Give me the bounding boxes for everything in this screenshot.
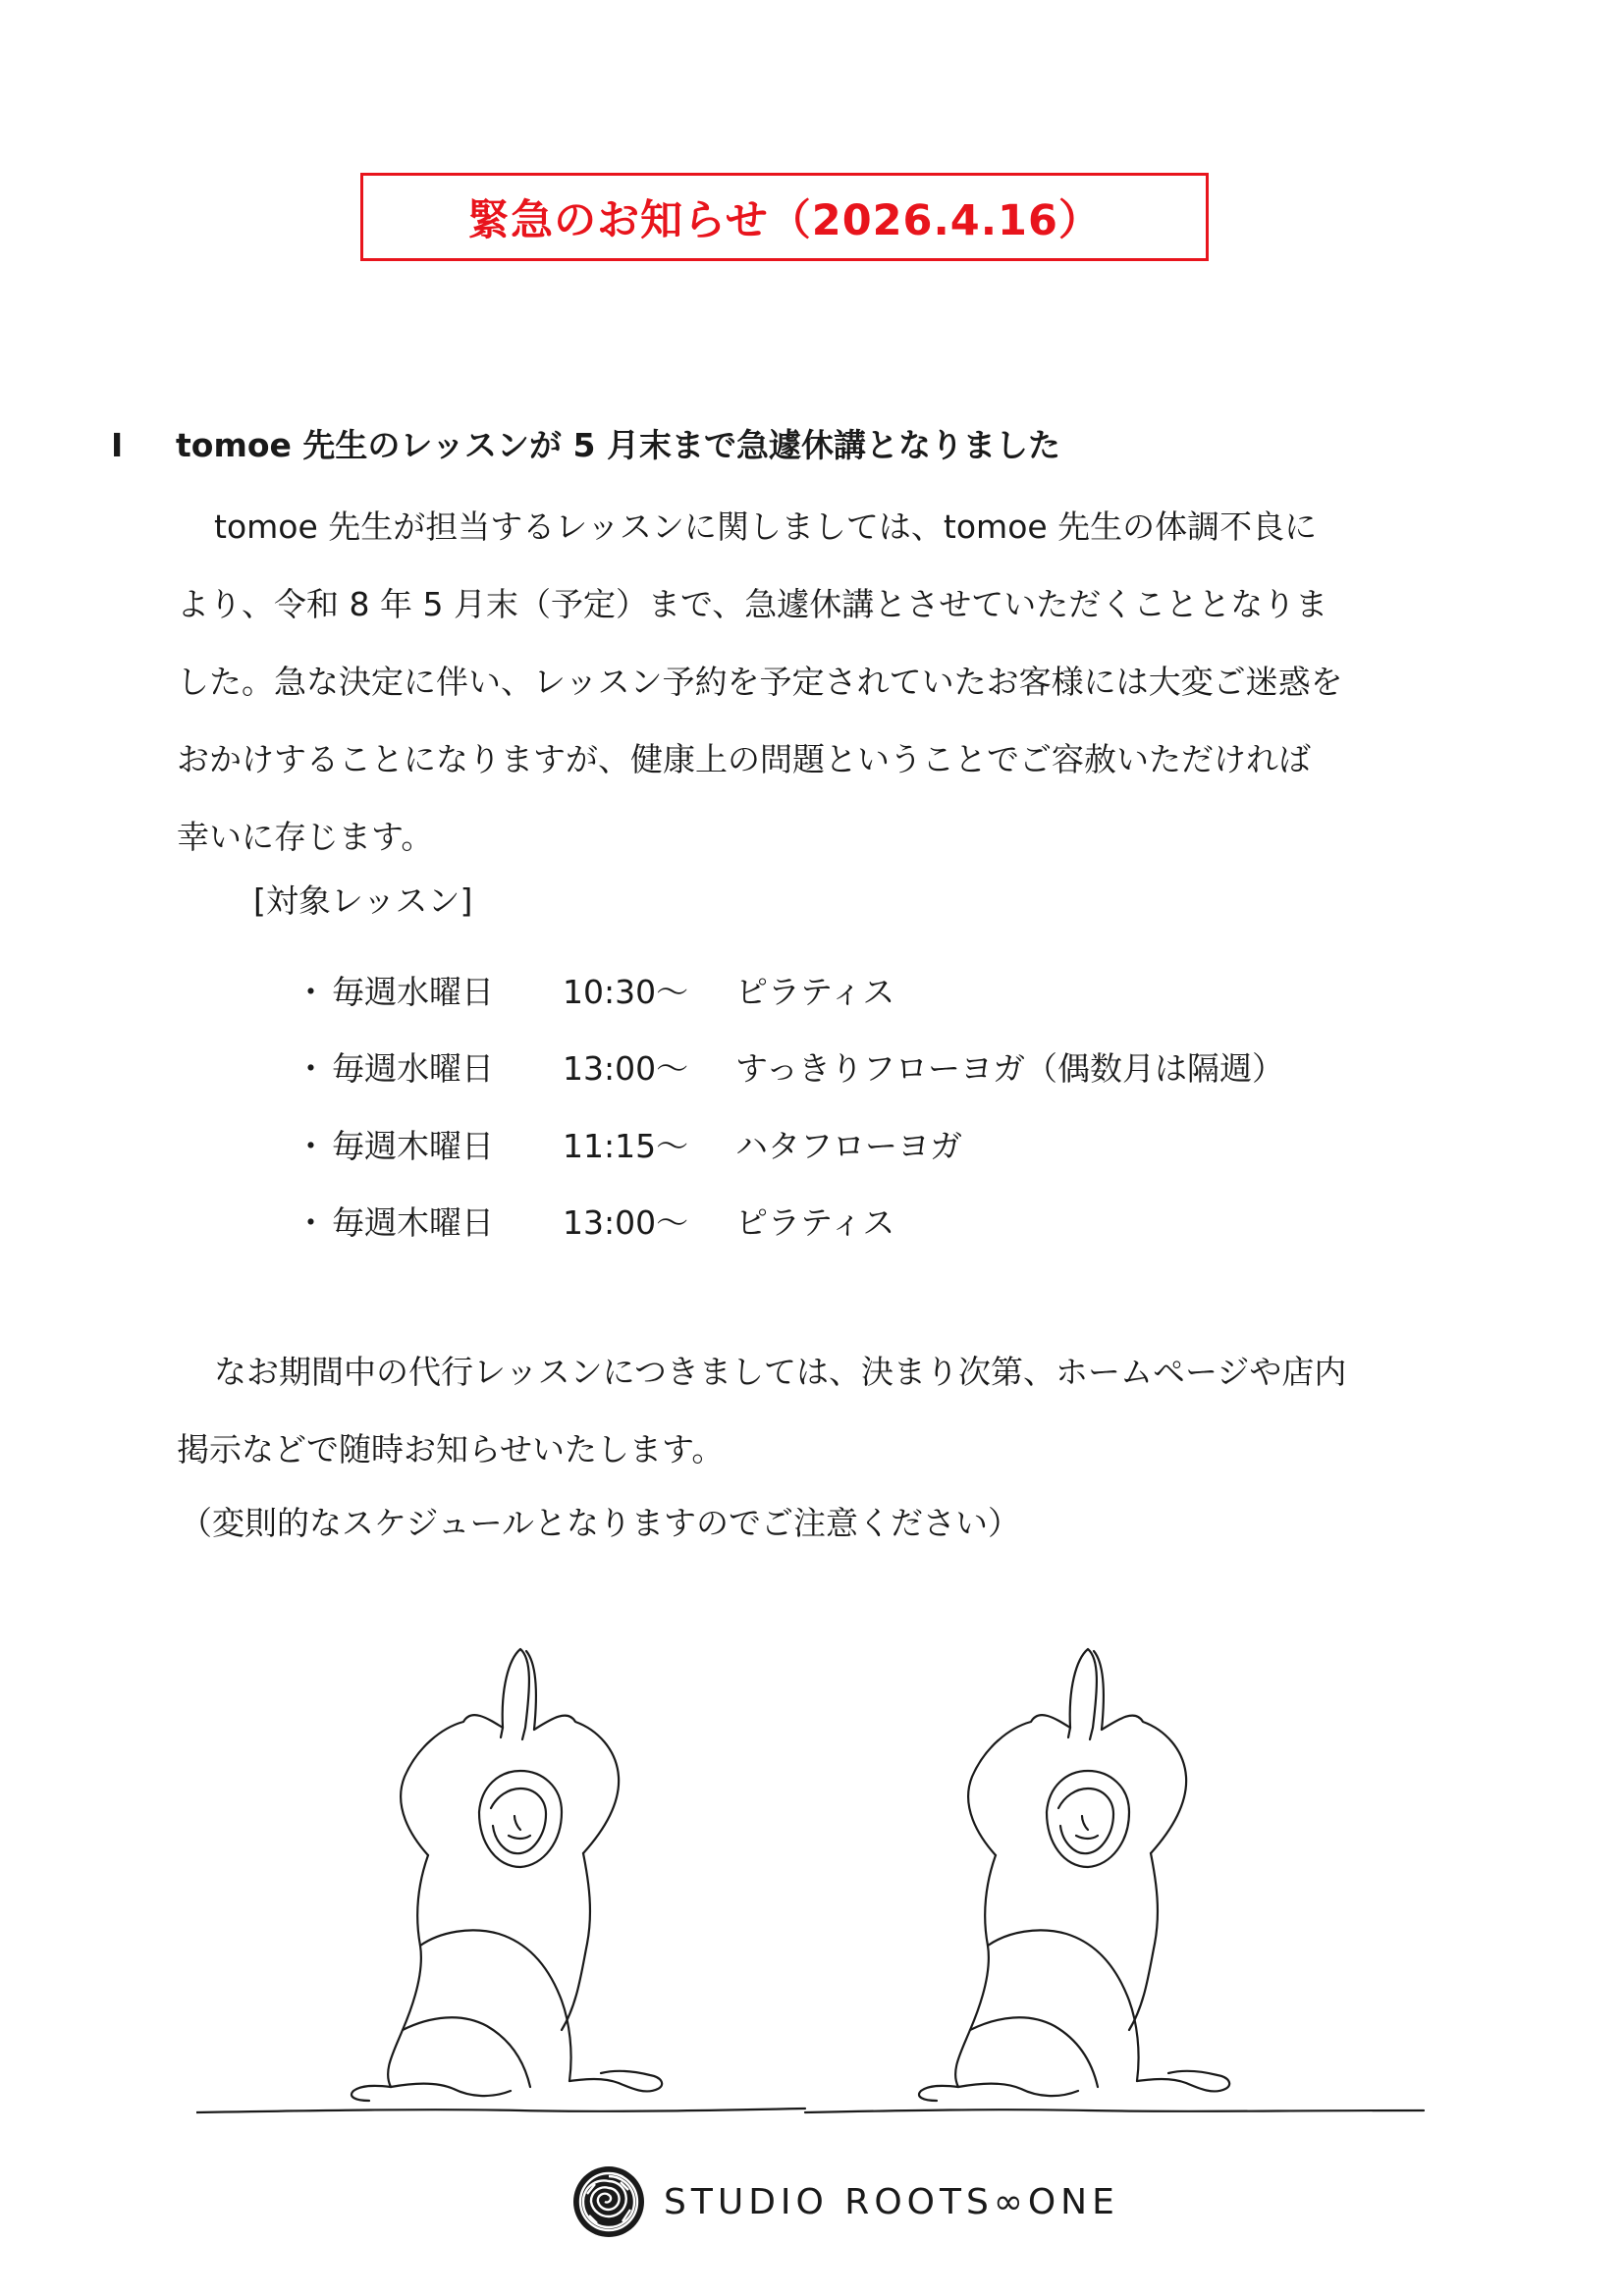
paragraph-line: 掲示などで随時お知らせいたします。 xyxy=(177,1430,725,1468)
studio-name: STUDIO ROOTS∞ONE xyxy=(664,2181,1119,2222)
yoga-figure-left xyxy=(196,1649,805,2112)
section-heading-text: tomoe 先生のレッスンが 5 月末まで急遽休講となりました xyxy=(176,426,1060,464)
lesson-time: 11:15〜 xyxy=(563,1126,689,1165)
lesson-name: すっきりフローヨガ（偶数月は隔週） xyxy=(735,1049,1285,1089)
spiral-circle-logo-icon xyxy=(571,2164,646,2239)
bullet: ・ xyxy=(295,972,327,1011)
lesson-time: 13:00〜 xyxy=(563,1203,689,1243)
paragraph-line: tomoe 先生が担当するレッスンに関しましては、tomoe 先生の体調不良に xyxy=(214,507,1318,546)
bullet: ・ xyxy=(295,1126,327,1165)
list-item xyxy=(295,1029,1284,1106)
body-paragraph xyxy=(177,488,1551,876)
lesson-time: 13:00〜 xyxy=(563,1049,689,1089)
lesson-day: 毎週木曜日 xyxy=(332,1126,494,1165)
lesson-day: 毎週木曜日 xyxy=(332,1203,494,1243)
section-number: Ⅰ xyxy=(111,426,124,464)
yoga-line-illustration xyxy=(196,1620,1443,2140)
lessons-heading: [対象レッスン] xyxy=(253,881,473,920)
lesson-day: 毎週水曜日 xyxy=(332,972,494,1011)
paragraph-line: より、令和 8 年 5 月末（予定）まで、急遽休講とさせていただくこととなりま xyxy=(177,585,1328,623)
lesson-name: ハタフローヨガ xyxy=(735,1126,962,1165)
notice-title-box xyxy=(360,173,1209,261)
notice-title: 緊急のお知らせ（2026.4.16） xyxy=(467,195,1102,245)
bullet: ・ xyxy=(295,1049,327,1089)
lesson-day: 毎週水曜日 xyxy=(332,1049,494,1089)
lesson-name: ピラティス xyxy=(735,972,895,1011)
schedule-note: （変則的なスケジュールとなりますのでご注意ください） xyxy=(180,1504,1021,1542)
list-item xyxy=(295,1105,1284,1183)
paragraph-line: した。急な決定に伴い、レッスン予約を予定されていたお客様には大変ご迷惑を xyxy=(177,663,1343,701)
paragraph-line: 幸いに存じます。 xyxy=(177,818,434,856)
list-item xyxy=(295,951,1284,1029)
lesson-time: 10:30〜 xyxy=(563,972,689,1011)
lesson-name: ピラティス xyxy=(735,1203,895,1243)
lesson-list xyxy=(295,951,1284,1259)
paragraph-line: なお期間中の代行レッスンにつきましては、決まり次第、ホームページや店内 xyxy=(214,1353,1347,1391)
studio-logo xyxy=(571,2164,1119,2239)
bullet: ・ xyxy=(295,1203,327,1243)
followup-paragraph xyxy=(177,1333,1551,1488)
paragraph-line: おかけすることになりますが、健康上の問題ということでご容赦いただければ xyxy=(177,740,1311,778)
list-item xyxy=(295,1183,1284,1260)
section-heading xyxy=(111,420,1060,466)
yoga-figure-right xyxy=(805,1649,1424,2112)
